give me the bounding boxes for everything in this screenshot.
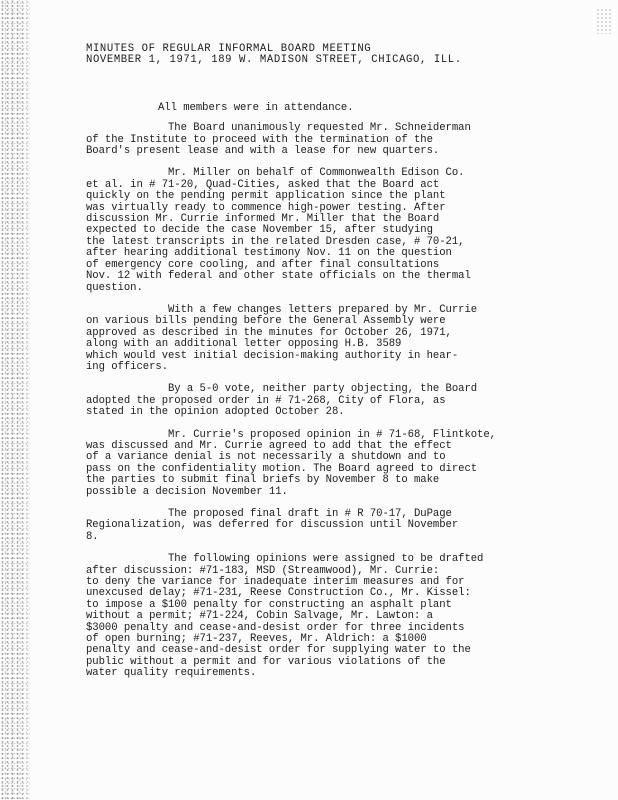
document-date-location: NOVEMBER 1, 1971, 189 W. MADISON STREET, CHICAGO, ILL. bbox=[86, 54, 462, 67]
paragraph-letters: With a few changes letters prepared by Mr. Currie on various bills pending before the General Assembly were approved as described in the minutes for October 26, 1971, along with an additional letter opposing H.B. 3589 which would vest initial decision-making authority in hear- ing officers. bbox=[86, 303, 478, 373]
paragraph-flintkote: Mr. Currie's proposed opinion in # 71-68, Flintkote, was discussed and Mr. Currie agreed to add that the effect of a variance denial is not necessarily a shutdown and to pass on the confidentiality motion. The Board agreed to direct the parties to submit final briefs by November 8 to make possible a decision November 11. bbox=[86, 428, 496, 498]
paragraph-lease: The Board unanimously requested Mr. Schneiderman of the Institute to proceed with the termination of the Board's present lease and with a lease for new quarters. bbox=[86, 122, 471, 158]
paragraph-commonwealth-edison: Mr. Miller on behalf of Commonwealth Edison Co. et al. in # 71-20, Quad-Cities, asked that the Board act quickly on the pending permit application since the plant was virtually ready to commence high-power testing. After discussion Mr. Currie informed Mr. Miller that the Board expected to decide the case November 15, after studying the latest transcripts in the related Dresden case, # 70-21, after hearing additional testimony Nov. 11 on the question of emergency core cooling, and after final consultations Nov. 12 with federal and other state officials on the thermal question. bbox=[86, 167, 471, 294]
paragraph-assignments: The following opinions were assigned to be drafted after discussion: #71-183, MSD (Streamwood), Mr. Currie: to deny the variance for inadequate interim measures and for unexcused delay; #71-231, Reese Construction Co., Mr. Kissel: to impose a $100 penalty for constructing an asphalt plant without a permit; #71-224, Cobin Salvage, Mr. Lawton: a $3000 penalty and cease-and-desist order for three incidents of open burning; #71-237, Reeves, Mr. Aldrich: a $1000 penalty and cease-and-desist order for supplying water to the public without a permit and for various violations of the water quality requirements. bbox=[86, 553, 484, 680]
paragraph-dupage: The proposed final draft in # R 70-17, DuPage Regionalization, was deferred for discussion until November 8. bbox=[86, 508, 459, 543]
paragraph-attendance: All members were in attendance. bbox=[158, 101, 354, 114]
paragraph-flora-vote: By a 5-0 vote, neither party objecting, the Board adopted the proposed order in # 71-268, City of Flora, as stated in the opinion adopted October 28. bbox=[86, 383, 478, 419]
scan-corner-noise bbox=[596, 8, 612, 34]
document-title: MINUTES OF REGULAR INFORMAL BOARD MEETING bbox=[86, 43, 372, 55]
scan-edge-fade bbox=[22, 0, 34, 800]
minutes-document bbox=[86, 44, 528, 680]
